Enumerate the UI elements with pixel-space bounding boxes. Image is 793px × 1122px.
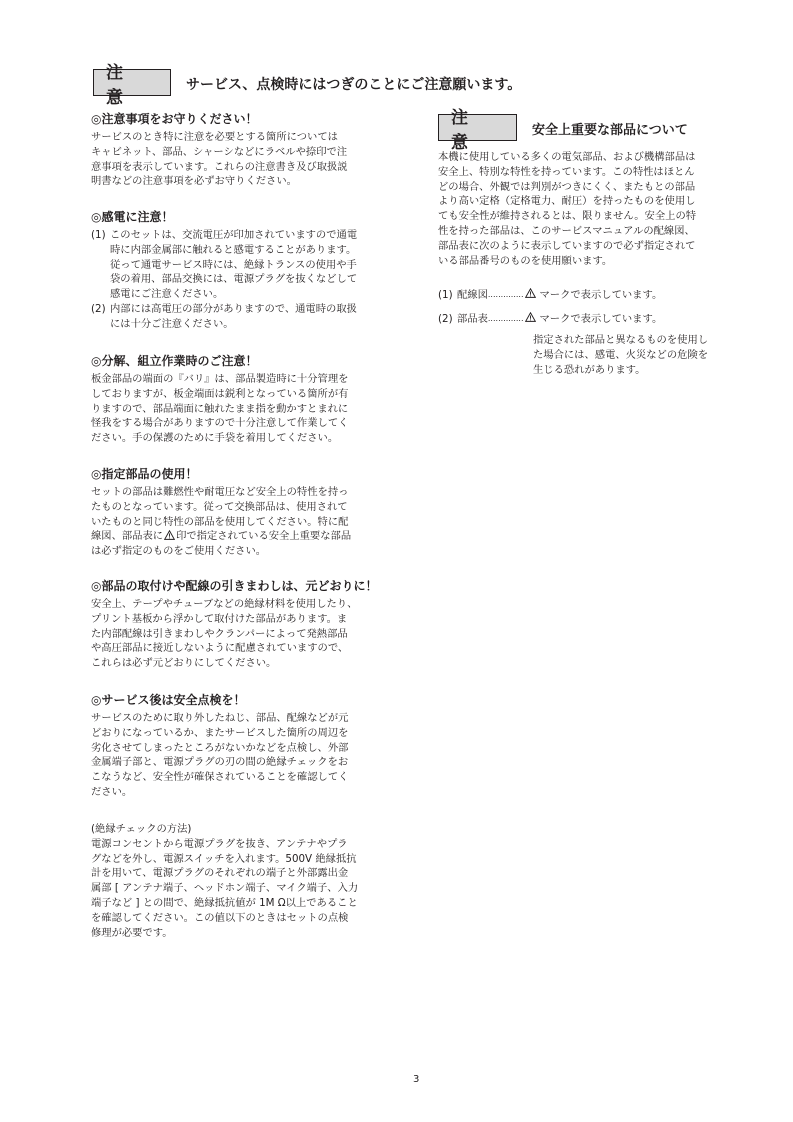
paragraph-line: どの場合、外観では判別がつきにくく、またもとの部品 <box>438 180 696 193</box>
paragraph-line: サービスのために取り外したねじ、部品、配線などが元 <box>91 712 349 724</box>
paragraph-line: いる部品番号のものを使用願います。 <box>438 254 613 267</box>
right-title: 安全上重要な部品について <box>532 123 688 138</box>
paragraph-line: 安全上、テープやチューブなどの絶縁材料を使用したり、 <box>91 598 358 610</box>
note-block <box>533 333 708 377</box>
section-designated-parts <box>91 467 351 559</box>
paragraph-line: いたものと同じ特性の部品を使用してください。特に配 <box>91 515 349 528</box>
text-after-icon: 印で指定されている安全上重要な部品 <box>176 530 352 543</box>
paragraph-line: 意事項を表示しています。これらの注意書き及び取扱説 <box>91 160 348 173</box>
paragraph-line: ださい。 <box>91 785 133 798</box>
section-precautions <box>91 112 348 189</box>
right-column <box>438 150 748 376</box>
page-number: 3 <box>413 1074 420 1085</box>
header-label-box <box>93 62 171 108</box>
mark-dots: .............. <box>487 313 524 323</box>
warning-triangle-icon <box>525 288 536 298</box>
section-disassembly <box>91 354 348 446</box>
item-number: (2) <box>438 312 453 325</box>
paragraph-line: セットの部品は難燃性や耐電圧など安全上の特性を持っ <box>91 486 349 498</box>
paragraph-line: 怪我をする場合がありますので十分注意して作業してく <box>91 417 349 430</box>
mark-name: 配線図 <box>457 289 488 301</box>
paragraph-line: 性を持った部品は、このサービスマニュアルの配線図、 <box>438 224 695 237</box>
right-label-box <box>438 107 517 153</box>
paragraph-line: は必ず指定のものをご使用ください。 <box>91 545 267 558</box>
numbered-item <box>91 228 357 302</box>
section-heading: ◎部品の取付けや配線の引きまわしは、元どおりに！ <box>91 579 378 593</box>
paragraph-line: キャビネット、部品、シャーシなどにラベルや捺印で注 <box>91 145 348 158</box>
paragraph-line: 電源コンセントから電源プラグを抜き、アンテナやプラ <box>91 837 348 850</box>
paragraph-line-with-icon <box>91 529 351 544</box>
paragraph-line: や高圧部品に接近しないように配慮されていますので、 <box>91 642 349 655</box>
paragraph-line: 本機に使用している多くの電気部品、および機構部品は <box>438 151 696 163</box>
paragraph-line: これらは必ず元どおりにしてください。 <box>91 657 277 670</box>
section-wiring <box>91 579 377 671</box>
item-line: には十分ご注意ください。 <box>110 317 234 330</box>
text-before-icon: 線図、部品表に <box>91 530 164 543</box>
section-heading: ◎注意事項をお守りください！ <box>91 112 258 126</box>
paragraph-line: 属部 [ アンテナ端子、ヘッドホン端子、マイク端子、入力 <box>91 882 359 895</box>
paragraph-line: より高い定格（定格電力、耐圧）を持ったものを使用し <box>438 195 696 208</box>
section-heading: ◎指定部品の使用！ <box>91 467 198 481</box>
paragraph-line: プリント基板から浮かして取付けた部品があります。ま <box>91 612 348 625</box>
right-label: 注 意 <box>451 107 480 153</box>
header-label: 注 意 <box>106 62 135 108</box>
note-line: た場合には、感電、火災などの危険を <box>533 348 709 361</box>
mark-text: マークで表示しています。 <box>539 312 663 325</box>
paragraph-line: りますので、部品端面に触れたまま指を動かすとまれに <box>91 402 349 415</box>
paragraph-line: 明書などの注意事項を必ずお守りください。 <box>91 175 297 188</box>
mark-item <box>438 288 662 303</box>
paragraph-line: ださい。手の保護のために手袋を着用してください。 <box>91 432 339 445</box>
note-line: 指定された部品と異なるものを使用し <box>533 334 709 346</box>
numbered-item <box>91 302 357 332</box>
paragraph-line: 板金部品の端面の『バリ』は、部品製造時に十分管理を <box>91 373 349 385</box>
item-line: 袋の着用、部品交換には、電源プラグを抜くなどして <box>110 273 358 286</box>
mark-dots: .............. <box>487 290 524 299</box>
paragraph-line: 計を用いて、電源プラグのそれぞれの端子と外部露出金 <box>91 867 349 880</box>
insulation-title: (絶縁チェックの方法) <box>91 823 192 835</box>
mark-item <box>438 312 662 327</box>
header-title: サービス、点検時にはつぎのことにご注意願います。 <box>186 77 522 93</box>
paragraph-line: 修理が必要です。 <box>91 926 173 939</box>
paragraph-line: どおりになっているか、またサービスした箇所の周辺を <box>91 726 349 739</box>
paragraph-line: たものとなっています。従って交換部品は、使用されて <box>91 500 348 513</box>
paragraph-line: 部品表に次のように表示していますので必ず指定されて <box>438 239 696 252</box>
item-number: (1) <box>438 289 453 301</box>
note-line: 生じる恐れがあります。 <box>533 363 646 376</box>
paragraph-line: を確認してください。この値以下のときはセットの点検 <box>91 911 349 924</box>
warning-triangle-icon <box>164 530 175 540</box>
paragraph-line: 金属端子部と、電源プラグの刃の間の絶縁チェックをお <box>91 756 349 769</box>
paragraph-line: 安全上、特別な特性を持っています。この特性はほとん <box>438 165 695 178</box>
mark-name: 部品表 <box>457 312 488 325</box>
item-number: (2) <box>91 302 106 315</box>
paragraph-line: 端子など ] との間で、絶縁抵抗値が 1M Ω以上であること <box>91 896 358 909</box>
item-line: このセットは、交流電圧が印加されていますので通電 <box>110 229 358 241</box>
insulation-check <box>91 822 358 940</box>
paragraph-line: サービスのとき特に注意を必要とする箇所については <box>91 131 338 143</box>
warning-triangle-icon <box>525 312 536 322</box>
mark-text: マークで表示しています。 <box>539 289 663 301</box>
right-paragraph <box>438 150 748 268</box>
paragraph-line: た内部配線は引きまわしやクランパーによって発熱部品 <box>91 627 348 640</box>
mark-list <box>438 288 662 327</box>
item-line: 従って通電サービス時には、絶縁トランスの使用や手 <box>110 258 357 271</box>
item-number: (1) <box>91 229 106 241</box>
paragraph-line: ても安全性が維持されるとは、限りません。安全上の特 <box>438 210 697 223</box>
section-heading: ◎サービス後は安全点検を！ <box>91 693 246 707</box>
section-heading: ◎感電に注意！ <box>91 210 174 224</box>
paragraph-line: グなどを外し、電源スイッチを入れます。500V 絶縁抵抗 <box>91 852 357 865</box>
section-safety-check <box>91 693 348 800</box>
item-line: 感電にご注意ください。 <box>110 288 224 301</box>
item-line: 内部には高電圧の部分がありますので、通電時の取扱 <box>110 302 357 315</box>
paragraph-line: こなうなど、安全性が確保されていることを確認してく <box>91 771 349 784</box>
section-electric-shock <box>91 210 357 332</box>
section-heading: ◎分解、組立作業時のご注意！ <box>91 354 258 368</box>
paragraph-line: しておりますが、板金端面は鋭利となっている箇所が有 <box>91 387 349 400</box>
item-line: 時に内部金属部に触れると感電することがあります。 <box>110 243 357 256</box>
paragraph-line: 劣化させてしまったところがないかなどを点検し、外部 <box>91 741 349 754</box>
